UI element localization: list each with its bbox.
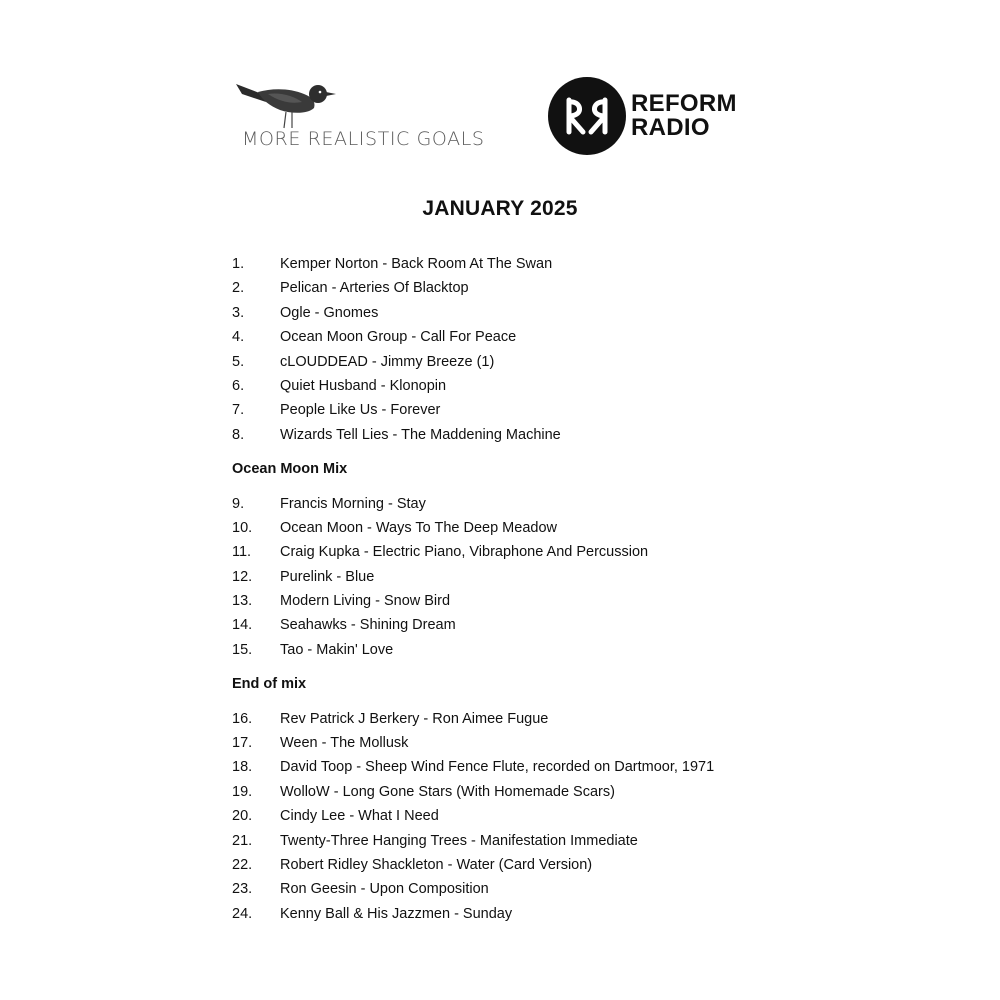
track-row xyxy=(232,516,932,540)
tracklist xyxy=(232,252,932,926)
track-title: Pelican - Arteries Of Blacktop xyxy=(280,280,469,297)
track-title: cLOUDDEAD - Jimmy Breeze (1) xyxy=(280,353,495,370)
track-title: Robert Ridley Shackleton - Water (Card Version) xyxy=(280,856,593,873)
track-row xyxy=(232,252,932,276)
logo-word-reform: REFORM xyxy=(631,90,737,117)
track-number: 12. xyxy=(232,568,253,585)
track-number: 24. xyxy=(232,905,253,922)
track-row xyxy=(232,276,932,300)
reform-radio-icon xyxy=(547,76,627,156)
track-title: Ocean Moon - Ways To The Deep Meadow xyxy=(280,519,557,536)
track-row xyxy=(232,902,932,926)
track-title: Quiet Husband - Klonopin xyxy=(280,377,447,394)
track-title: Cindy Lee - What I Need xyxy=(280,808,439,825)
track-title: Rev Patrick J Berkery - Ron Aimee Fugue xyxy=(280,710,549,727)
track-title: WolloW - Long Gone Stars (With Homemade Scars) xyxy=(280,783,615,800)
track-title: Tao - Makin' Love xyxy=(280,641,394,658)
track-row xyxy=(232,325,932,349)
track-number: 23. xyxy=(232,881,253,898)
track-number: 13. xyxy=(232,593,253,610)
track-number: 15. xyxy=(232,641,253,658)
track-number: 8. xyxy=(232,426,245,443)
track-number: 18. xyxy=(232,759,253,776)
page-title: JANUARY 2025 xyxy=(422,197,578,220)
track-title: Ocean Moon Group - Call For Peace xyxy=(280,329,517,346)
track-row xyxy=(232,423,932,447)
track-number: 3. xyxy=(232,304,245,321)
track-number: 19. xyxy=(232,783,253,800)
track-number: 17. xyxy=(232,735,253,752)
track-title: Seahawks - Shining Dream xyxy=(280,617,456,634)
track-row xyxy=(232,301,932,325)
track-row xyxy=(232,755,932,779)
logo-word-radio: RADIO xyxy=(631,114,710,141)
more-realistic-goals-logo xyxy=(232,72,492,152)
track-row xyxy=(232,731,932,755)
track-row xyxy=(232,492,932,516)
track-row xyxy=(232,707,932,731)
track-title: Francis Morning - Stay xyxy=(280,495,426,512)
track-title: Kemper Norton - Back Room At The Swan xyxy=(280,256,553,272)
track-row xyxy=(232,877,932,901)
track-title: Purelink - Blue xyxy=(280,568,375,585)
track-row xyxy=(232,613,932,637)
track-title: Kenny Ball & His Jazzmen - Sunday xyxy=(280,905,513,922)
track-row xyxy=(232,374,932,398)
track-number: 22. xyxy=(232,856,253,873)
track-row xyxy=(232,853,932,877)
track-number: 20. xyxy=(232,808,253,825)
track-number: 21. xyxy=(232,832,253,849)
track-number: 2. xyxy=(232,280,245,297)
track-number: 14. xyxy=(232,617,253,634)
track-number: 11. xyxy=(232,544,252,561)
track-number: 7. xyxy=(232,402,245,419)
bird-icon xyxy=(232,72,342,132)
track-row xyxy=(232,589,932,613)
track-title: Ween - The Mollusk xyxy=(280,735,409,752)
track-number: 10. xyxy=(232,519,253,536)
track-number: 9. xyxy=(232,495,245,512)
track-title: Craig Kupka - Electric Piano, Vibraphone And Percussion xyxy=(280,544,649,561)
track-title: Modern Living - Snow Bird xyxy=(280,593,451,610)
track-row xyxy=(232,540,932,564)
track-number: 5. xyxy=(232,353,245,370)
track-row xyxy=(232,565,932,589)
track-row xyxy=(232,829,932,853)
track-title: Wizards Tell Lies - The Maddening Machine xyxy=(280,426,561,443)
track-row xyxy=(232,638,932,662)
track-number: 6. xyxy=(232,377,245,394)
track-number: 4. xyxy=(232,329,245,346)
track-row xyxy=(232,350,932,374)
track-number: 1. xyxy=(232,256,245,272)
track-title: Ron Geesin - Upon Composition xyxy=(280,881,489,898)
logo-text: MORE REALISTIC GOALS xyxy=(242,128,485,150)
track-number: 16. xyxy=(232,710,253,727)
reform-radio-logo xyxy=(547,76,747,158)
track-title: People Like Us - Forever xyxy=(280,402,441,419)
track-title: David Toop - Sheep Wind Fence Flute, recorded on Dartmoor, 1971 xyxy=(280,759,715,776)
track-title: Ogle - Gnomes xyxy=(280,304,379,321)
track-row xyxy=(232,398,932,422)
section-heading-ocean-moon-mix: Ocean Moon Mix xyxy=(232,461,348,478)
track-title: Twenty-Three Hanging Trees - Manifestation Immediate xyxy=(280,832,638,849)
track-row xyxy=(232,804,932,828)
track-row xyxy=(232,780,932,804)
section-heading-end-of-mix: End of mix xyxy=(232,676,307,693)
